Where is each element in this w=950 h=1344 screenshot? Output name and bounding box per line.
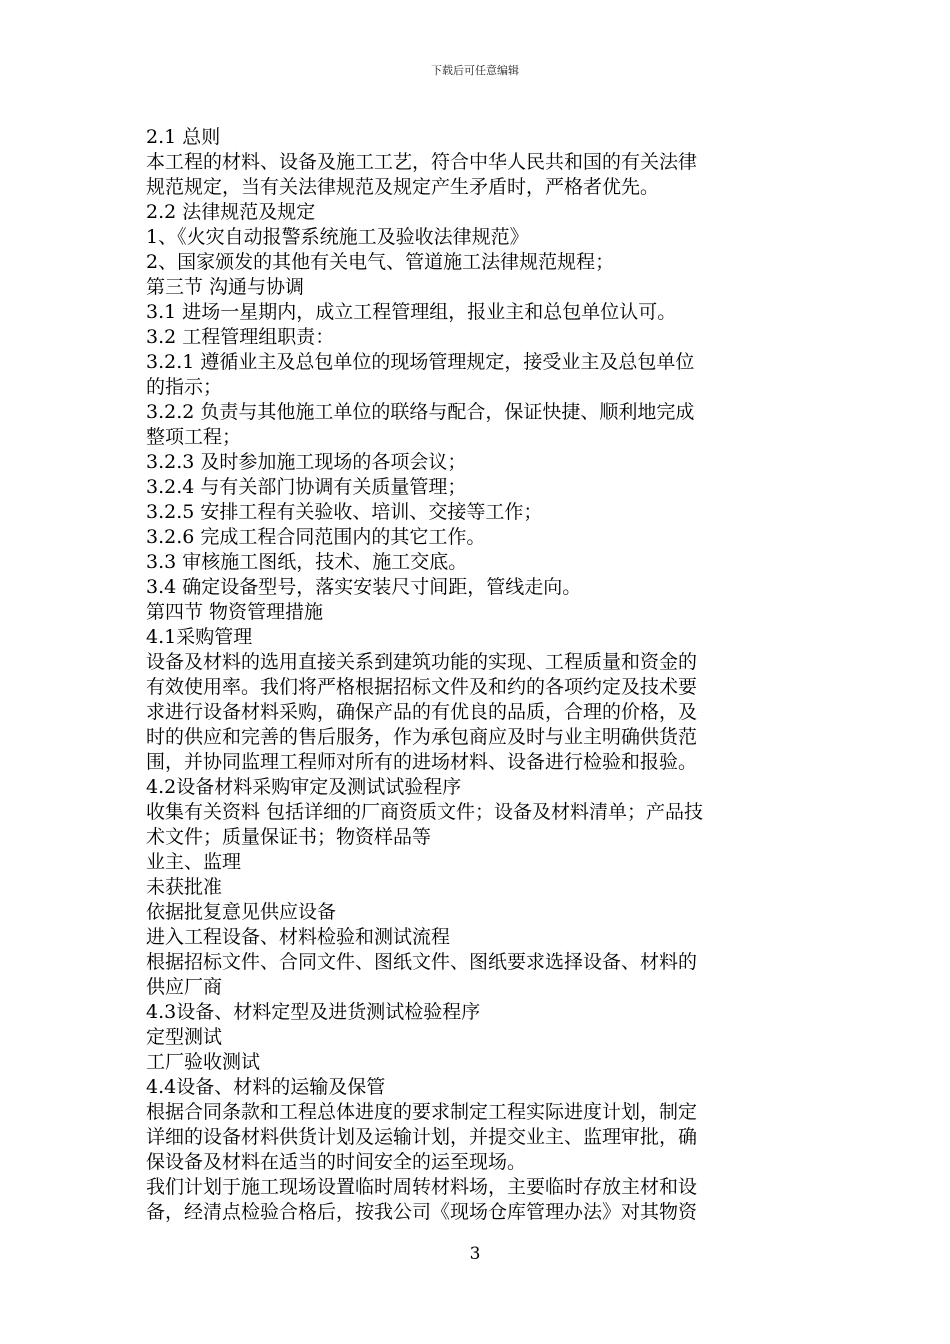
text-line: 业主、监理 bbox=[146, 851, 242, 873]
text-line: 工厂验收测试 bbox=[146, 1051, 261, 1073]
page-header-note: 下载后可任意编辑 bbox=[431, 64, 519, 77]
text-line: 4.4设备、材料的运输及保管 bbox=[146, 1076, 386, 1098]
text-line: 2、国家颁发的其他有关电气、管道施工法律规范规程； bbox=[146, 251, 615, 273]
text-line: 详细的设备材料供货计划及运输计划，并提交业主、监理审批，确 bbox=[146, 1126, 698, 1148]
text-line: 3.2.5 安排工程有关验收、培训、交接等工作； bbox=[146, 501, 543, 523]
text-line: 设备及材料的选用直接关系到建筑功能的实现、工程质量和资金的 bbox=[146, 651, 698, 673]
text-line: 3.2 工程管理组职责： bbox=[146, 326, 335, 348]
text-line: 定型测试 bbox=[146, 1026, 223, 1048]
text-line: 时的供应和完善的售后服务，作为承包商应及时与业主明确供货范 bbox=[146, 726, 698, 748]
text-line: 本工程的材料、设备及施工工艺，符合中华人民共和国的有关法律 bbox=[146, 151, 698, 173]
text-line: 有效使用率。我们将严格根据招标文件及和约的各项约定及技术要 bbox=[146, 676, 698, 698]
text-line: 备，经清点检验合格后，按我公司《现场仓库管理办法》对其物资 bbox=[146, 1201, 698, 1223]
text-line: 规范规定，当有关法律规范及规定产生矛盾时，严格者优先。 bbox=[146, 176, 660, 198]
text-line: 3.2.1 遵循业主及总包单位的现场管理规定，接受业主及总包单位 bbox=[146, 351, 695, 373]
text-line: 保设备及材料在适当的时间安全的运至现场。 bbox=[146, 1151, 527, 1173]
text-line: 根据合同条款和工程总体进度的要求制定工程实际进度计划，制定 bbox=[146, 1101, 698, 1123]
text-line: 进入工程设备、材料检验和测试流程 bbox=[146, 926, 451, 948]
text-line: 供应厂商 bbox=[146, 976, 223, 998]
text-line: 4.1采购管理 bbox=[146, 626, 253, 648]
text-line: 第四节 物资管理措施 bbox=[146, 601, 324, 623]
text-line: 未获批准 bbox=[146, 876, 223, 898]
text-line: 3.2.6 完成工程合同范围内的其它工作。 bbox=[146, 526, 486, 548]
text-line: 3.2.4 与有关部门协调有关质量管理； bbox=[146, 476, 467, 498]
text-line: 收集有关资料 包括详细的厂商资质文件；设备及材料清单；产品技 bbox=[146, 801, 704, 823]
text-line: 根据招标文件、合同文件、图纸文件、图纸要求选择设备、材料的 bbox=[146, 951, 698, 973]
text-line: 2.1 总则 bbox=[146, 126, 221, 148]
text-line: 我们计划于施工现场设置临时周转材料场，主要临时存放主材和设 bbox=[146, 1176, 698, 1198]
text-line: 1、《火灾自动报警系统施工及验收法律规范》 bbox=[146, 226, 529, 248]
text-line: 围，并协同监理工程师对所有的进场材料、设备进行检验和报验。 bbox=[146, 751, 698, 773]
text-line: 2.2 法律规范及规定 bbox=[146, 201, 316, 223]
text-line: 术文件；质量保证书；物资样品等 bbox=[146, 826, 432, 848]
text-line: 3.2.2 负责与其他施工单位的联络与配合，保证快捷、顺利地完成 bbox=[146, 401, 695, 423]
text-line: 3.1 进场一星期内，成立工程管理组，报业主和总包单位认可。 bbox=[146, 301, 677, 323]
text-line: 3.2.3 及时参加施工现场的各项会议； bbox=[146, 451, 467, 473]
text-line: 求进行设备材料采购，确保产品的有优良的品质，合理的价格，及 bbox=[146, 701, 698, 723]
document-body bbox=[146, 125, 811, 1225]
text-line: 第三节 沟通与协调 bbox=[146, 276, 305, 298]
text-line: 整项工程； bbox=[146, 426, 242, 448]
text-line: 3.3 审核施工图纸，技术、施工交底。 bbox=[146, 551, 468, 573]
text-line: 依据批复意见供应设备 bbox=[146, 901, 337, 923]
text-line: 4.3设备、材料定型及进货测试检验程序 bbox=[146, 1001, 481, 1023]
text-line: 的指示； bbox=[146, 376, 223, 398]
text-line: 3.4 确定设备型号，落实安装尺寸间距，管线走向。 bbox=[146, 576, 582, 598]
text-line: 4.2设备材料采购审定及测试试验程序 bbox=[146, 776, 462, 798]
page-number: 3 bbox=[469, 1244, 481, 1264]
